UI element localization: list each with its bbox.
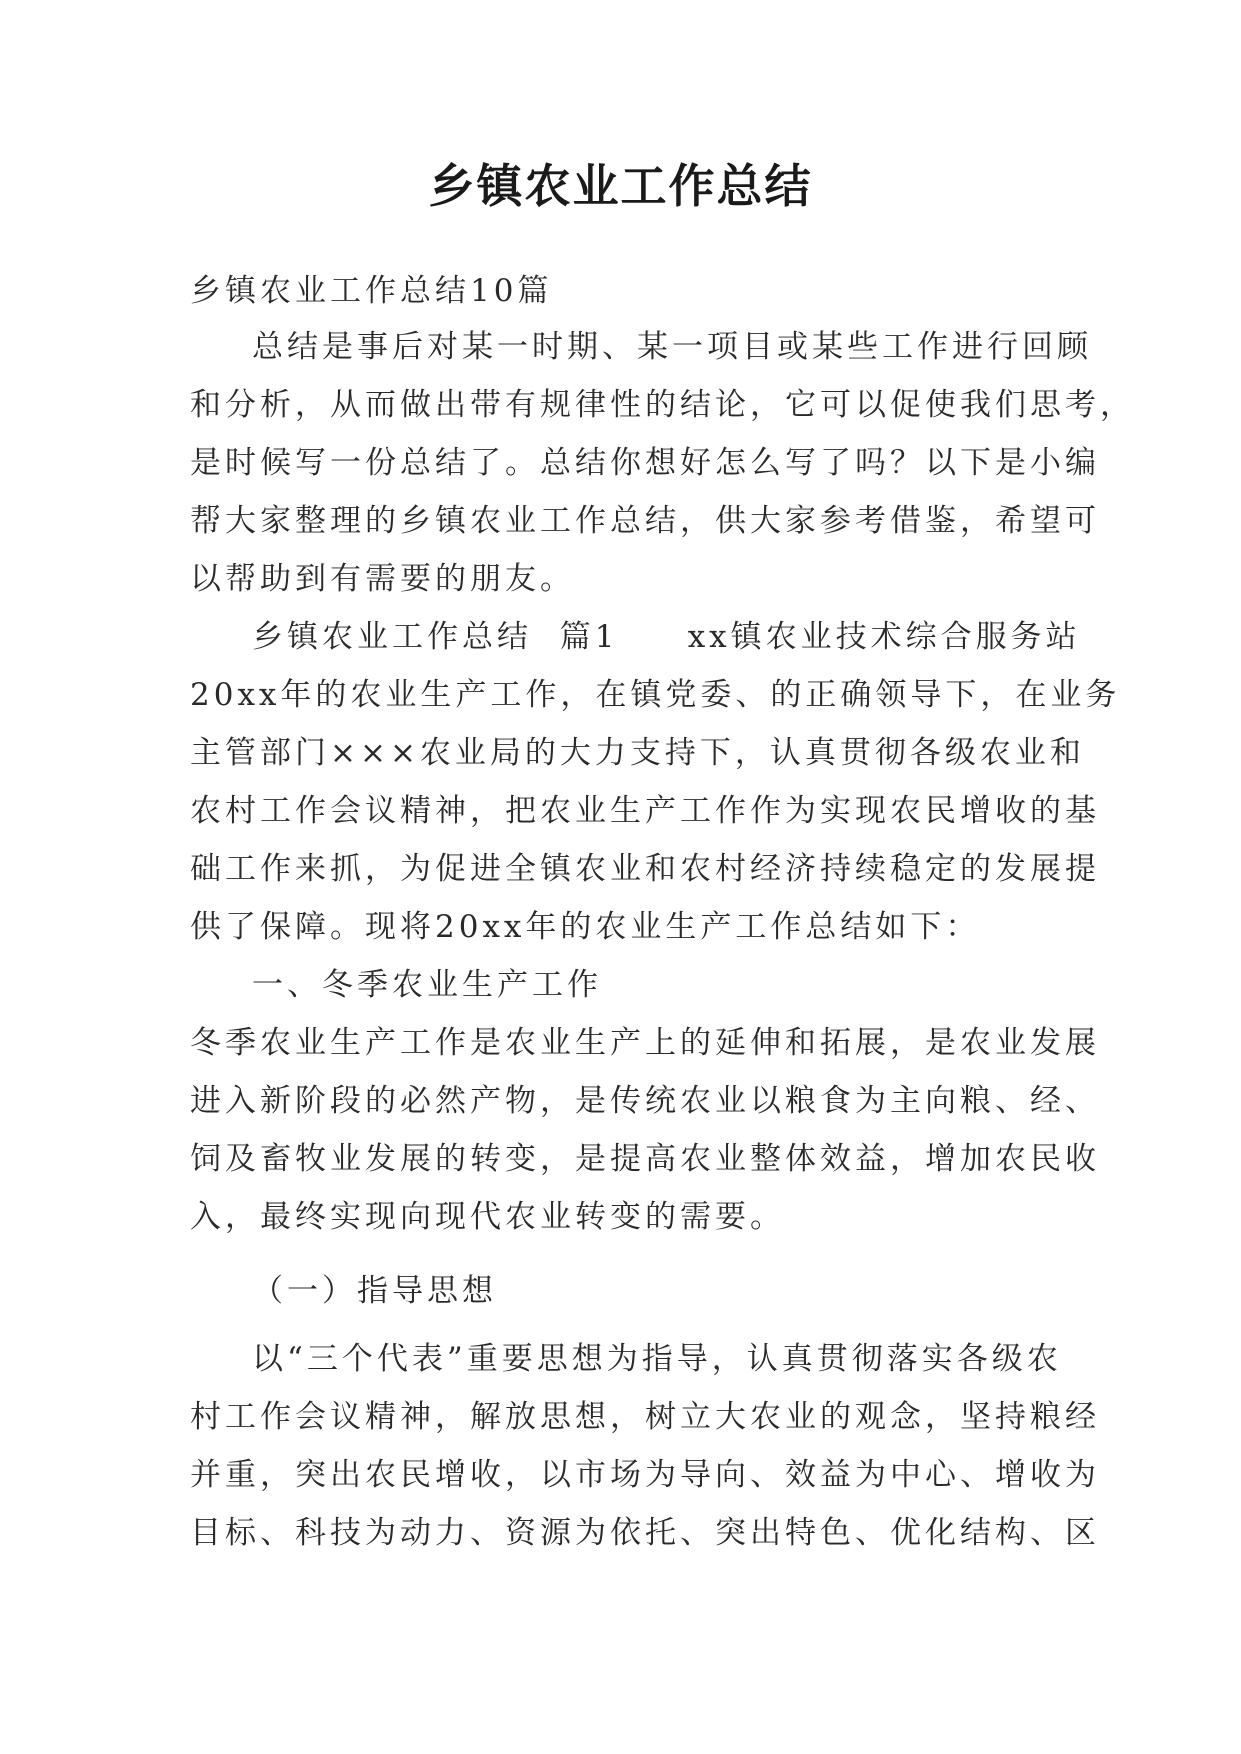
section-line: 进入新阶段的必然产物，是传统农业以粮食为主向粮、经、 (190, 1083, 1100, 1119)
subsection-line: 目标、科技为动力、资源为依托、突出特色、优化结构、区 (190, 1515, 1100, 1551)
subsection-heading: （一）指导思想 (252, 1273, 497, 1309)
intro-line: 和分析，从而做出带有规律性的结论，它可以促使我们思考， (190, 387, 1135, 423)
intro-line: 帮大家整理的乡镇农业工作总结，供大家参考借鉴，希望可 (190, 503, 1100, 539)
article-line: 主管部门×××农业局的大力支持下，认真贯彻各级农业和 (190, 735, 1085, 771)
section-heading: 一、冬季农业生产工作 (252, 967, 602, 1003)
intro-line: 以帮助到有需要的朋友。 (190, 561, 575, 597)
article-line: 乡镇农业工作总结 篇1 xx镇农业技术综合服务站 (252, 619, 1081, 655)
article-line: 农村工作会议精神，把农业生产工作作为实现农民增收的基 (190, 793, 1100, 829)
article-line: 20xx年的农业生产工作，在镇党委、的正确领导下，在业务 (190, 677, 1121, 713)
intro-line: 是时候写一份总结了。总结你想好怎么写了吗？以下是小编 (190, 445, 1100, 481)
subsection-line: 村工作会议精神，解放思想，树立大农业的观念，坚持粮经 (190, 1399, 1100, 1435)
subsection-line: 以“三个代表”重要思想为指导，认真贯彻落实各级农 (252, 1341, 1062, 1377)
section-line: 入，最终实现向现代农业转变的需要。 (190, 1199, 785, 1235)
intro-line: 总结是事后对某一时期、某一项目或某些工作进行回顾 (252, 329, 1092, 365)
section-line: 冬季农业生产工作是农业生产上的延伸和拓展，是农业发展 (190, 1025, 1100, 1061)
subsection-line: 并重，突出农民增收，以市场为导向、效益为中心、增收为 (190, 1457, 1100, 1493)
article-line: 础工作来抓，为促进全镇农业和农村经济持续稳定的发展提 (190, 851, 1100, 887)
subtitle-line: 乡镇农业工作总结10篇 (190, 273, 553, 309)
article-line: 供了保障。现将20xx年的农业生产工作总结如下： (190, 909, 981, 945)
document-title: 乡镇农业工作总结 (428, 159, 813, 213)
section-line: 饲及畜牧业发展的转变，是提高农业整体效益，增加农民收 (190, 1141, 1100, 1177)
